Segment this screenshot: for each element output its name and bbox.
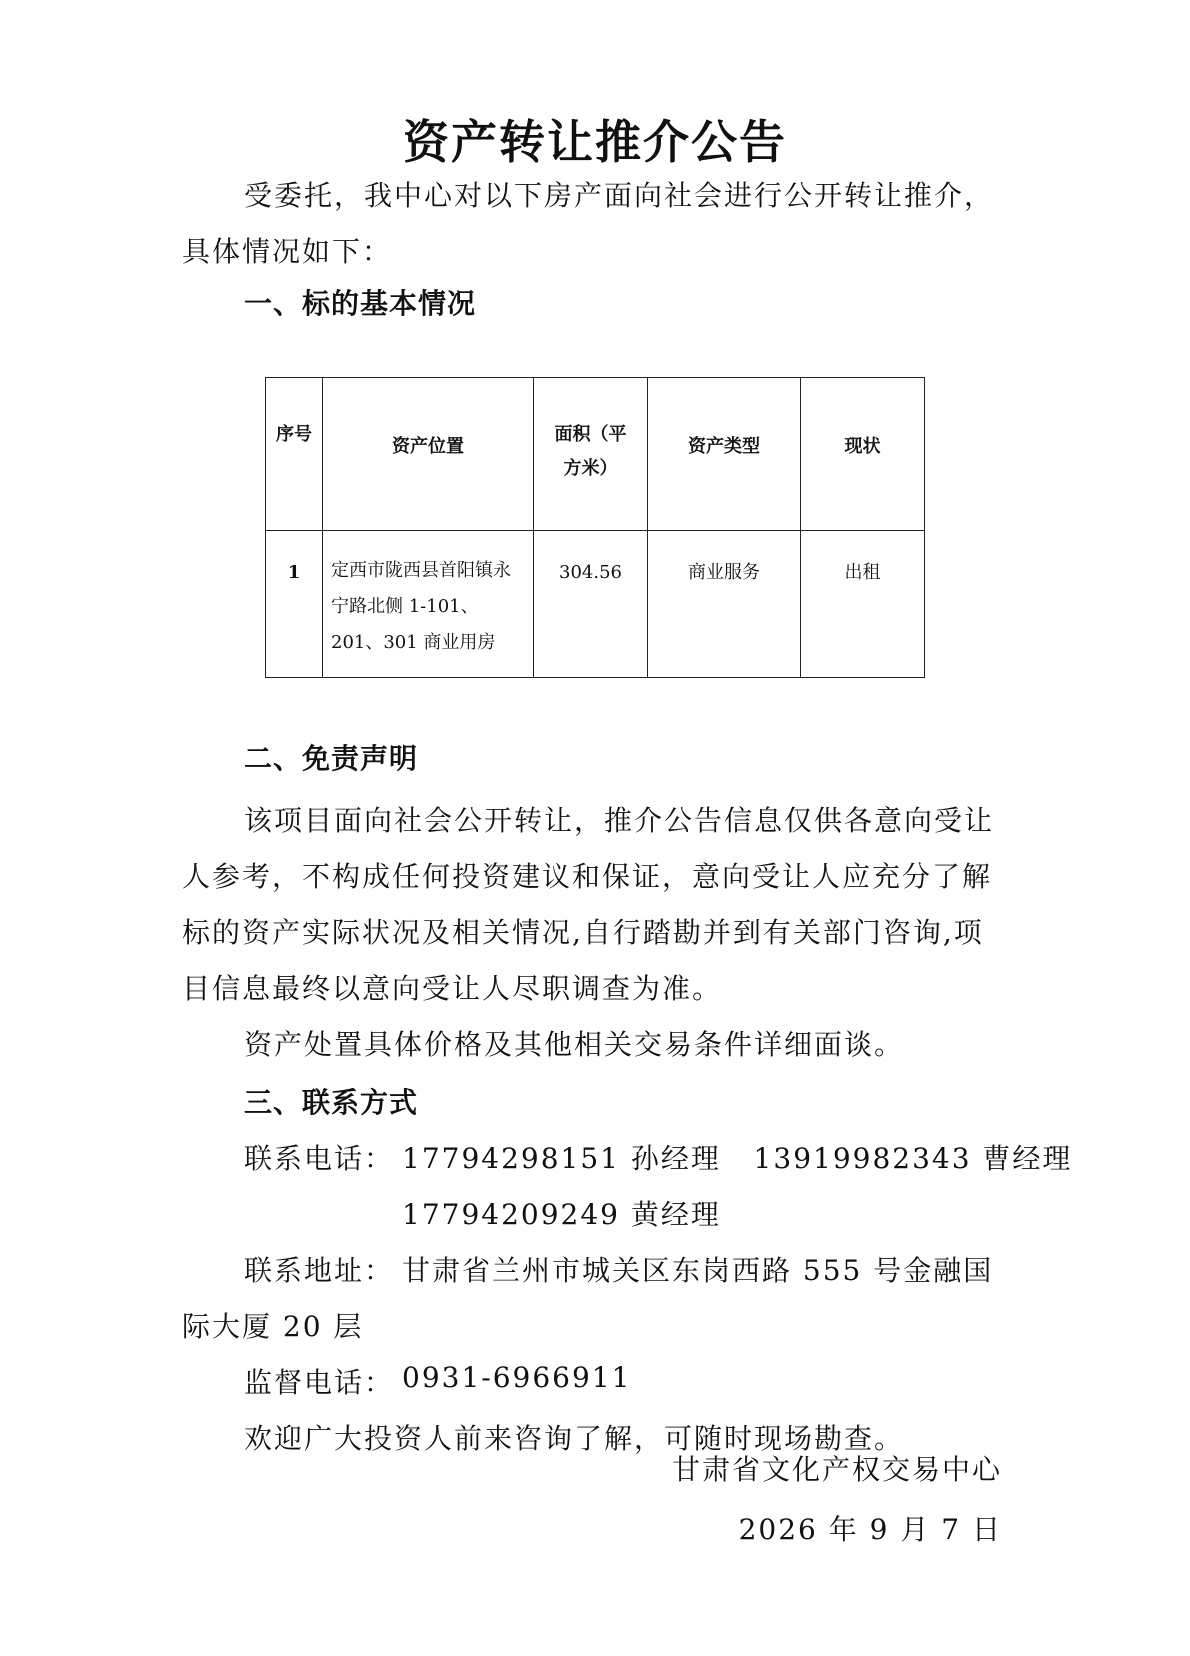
contact-address-line1: 甘肃省兰州市城关区东岗西路 555 号金融国 [402, 1254, 994, 1287]
contact-address-line2: 际大厦 20 层 [182, 1310, 364, 1343]
cell-no: 1 [266, 531, 323, 678]
header-area-line2: 方米） [563, 458, 618, 479]
header-area-line1: 面积（平 [554, 424, 627, 445]
table-row [266, 531, 925, 678]
section-heading-basic-info: 一、标的基本情况 [244, 287, 477, 320]
disclaimer-paragraph: 该项目面向社会公开转让，推介公告信息仅供各意向受让人参考，不构成任何投资建议和保证，意向受让人应充分了解标的资产实际状况及相关情况,自行踏勘并到有关部门咨询,项目信息最终以意向受让人尽职调查为准。 [182, 804, 995, 1005]
signature-date: 2026 年 9 月 7 日 [738, 1513, 1002, 1546]
welcome-text: 欢迎广大投资人前来咨询了解，可随时现场勘查。 [244, 1422, 905, 1455]
page-title: 资产转让推介公告 [403, 115, 787, 169]
supervision-phone-value: 0931-6966911 [402, 1361, 632, 1394]
contact-address-label: 联系地址： [244, 1254, 395, 1287]
intro-paragraph: 受委托，我中心对以下房产面向社会进行公开转让推介，具体情况如下： [182, 179, 995, 268]
supervision-phone-label: 监督电话： [244, 1366, 395, 1399]
contact-phone-line2: 17794209249 黄经理 [402, 1198, 721, 1231]
header-location: 资产位置 [323, 378, 534, 531]
signature-org: 甘肃省文化产权交易中心 [671, 1453, 1002, 1486]
contact-phone-label: 联系电话： [244, 1142, 395, 1175]
header-status: 现状 [801, 378, 925, 531]
cell-type: 商业服务 [648, 531, 801, 678]
asset-table [265, 377, 925, 678]
section-heading-disclaimer: 二、免责声明 [244, 742, 419, 775]
cell-location: 定西市陇西县首阳镇永宁路北侧 1-101、201、301 商业用房 [323, 531, 534, 678]
cell-area: 304.56 [534, 531, 648, 678]
cell-status: 出租 [801, 531, 925, 678]
section-heading-contact: 三、联系方式 [244, 1086, 419, 1119]
contact-phone-line1: 17794298151 孙经理 13919982343 曹经理 [402, 1142, 1073, 1175]
header-area [534, 378, 648, 531]
table-header-row [266, 378, 925, 531]
header-type: 资产类型 [648, 378, 801, 531]
header-no: 序号 [266, 378, 323, 531]
negotiation-paragraph: 资产处置具体价格及其他相关交易条件详细面谈。 [244, 1028, 905, 1061]
